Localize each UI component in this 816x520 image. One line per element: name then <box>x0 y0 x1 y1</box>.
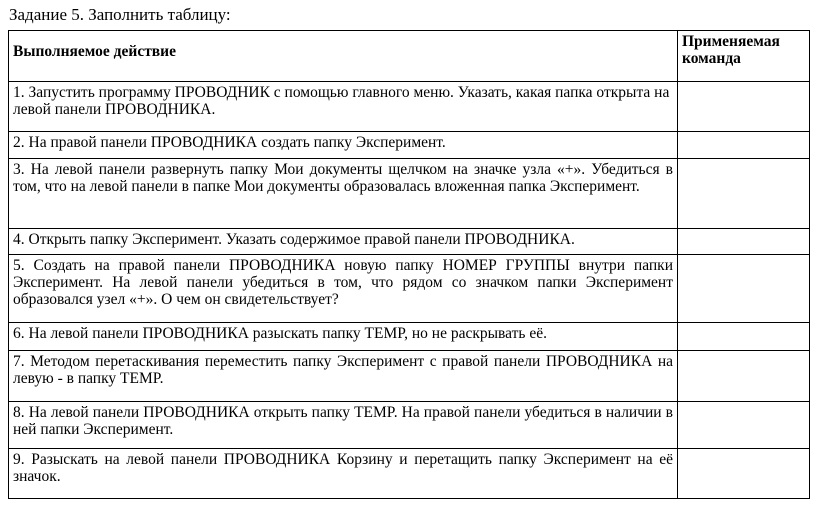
table-row <box>9 323 810 351</box>
action-cell: 3. На левой панели развернуть папку Мои документы щелчком на значке узла «+». Убедиться в том, что на левой панели в папке Мои документы образовалась вложенная папка Эксперимент. <box>9 159 678 229</box>
table-row <box>9 402 810 449</box>
action-cell: 4. Открыть папку Эксперимент. Указать содержимое правой панели ПРОВОДНИКА. <box>9 229 678 255</box>
table-row <box>9 255 810 323</box>
task-table <box>8 30 810 499</box>
action-cell: 8. На левой панели ПРОВОДНИКА открыть папку TEMP. На правой панели убедиться в наличии в ней папки Эксперимент. <box>9 402 678 449</box>
table-row <box>9 351 810 402</box>
action-cell: 1. Запустить программу ПРОВОДНИК с помощью главного меню. Указать, какая папка открыта на левой панели ПРОВОДНИКА. <box>9 82 678 132</box>
command-cell[interactable] <box>678 402 810 449</box>
header-command: Применяемая команда <box>678 31 810 82</box>
action-cell: 9. Разыскать на левой панели ПРОВОДНИКА Корзину и перетащить папку Эксперимент на её значок. <box>9 449 678 499</box>
action-cell: 5. Создать на правой панели ПРОВОДНИКА новую папку НОМЕР ГРУППЫ внутри папки Эксперимент. На левой панели убедиться в том, что рядом со значком папки Эксперимент образовался узел «+». О чем он свидетельствует? <box>9 255 678 323</box>
table-row <box>9 449 810 499</box>
table-row <box>9 82 810 132</box>
action-cell: 7. Методом перетаскивания переместить папку Эксперимент с правой панели ПРОВОДНИКА на левую - в папку TEMP. <box>9 351 678 402</box>
action-cell: 2. На правой панели ПРОВОДНИКА создать папку Эксперимент. <box>9 132 678 159</box>
table-row <box>9 159 810 229</box>
command-cell[interactable] <box>678 449 810 499</box>
header-action: Выполняемое действие <box>9 31 678 82</box>
table-row <box>9 229 810 255</box>
command-cell[interactable] <box>678 159 810 229</box>
command-cell[interactable] <box>678 323 810 351</box>
page-title: Задание 5. Заполнить таблицу: <box>9 5 231 24</box>
table-row <box>9 132 810 159</box>
command-cell[interactable] <box>678 82 810 132</box>
table-header-row <box>9 31 810 82</box>
command-cell[interactable] <box>678 229 810 255</box>
command-cell[interactable] <box>678 255 810 323</box>
action-cell: 6. На левой панели ПРОВОДНИКА разыскать папку TEMP, но не раскрывать её. <box>9 323 678 351</box>
command-cell[interactable] <box>678 132 810 159</box>
command-cell[interactable] <box>678 351 810 402</box>
